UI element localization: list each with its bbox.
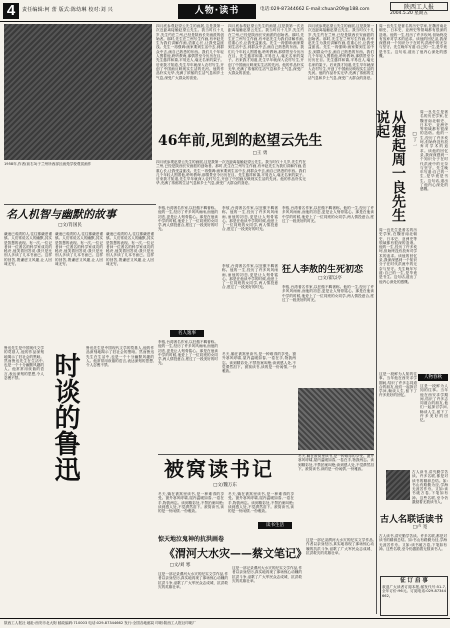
couplet-body-b: 古人读书,讲究勤学苦读。许多名联,都是对读书的精辟总结。如:书山有路勤为径,学海无涯苦作舟。又如:读书破万卷,下笔如有神。这些名联,至今仍激励着无数读书人。 <box>379 534 447 551</box>
couplet-article-title: 古人名联话读书 <box>380 515 444 525</box>
flood-article-author: □文/刘 寒 <box>169 563 191 568</box>
newspaper-logo: 陕西工人报 <box>390 2 448 11</box>
flood-article-title: 《渭河大水灾——蔡文笔记》 <box>164 547 307 560</box>
center-body-d: 李敖,台湾著名作家,以狂傲不羁著称。他的一生,经历了许多风风雨雨,而他的初恋,更是让人刻骨铭心。那是在他读中学的时候,他爱上了一位同班的女同学,两人情投意合,度过了一段美好的时光。 <box>282 285 374 302</box>
right-article-body-c: 周一良先生是著名的历史学家,在魏晋南北朝史、日本史、亚洲史等领域都有很深的造诣。他的一生,经历了许多坎坷,但始终没有放弃对学术的追求。读他的回忆录,我深深感到一个知识分子在时代洪流中的无奈与坚守。先生晚年写道:自己的一生,是毕竟是书生。这句话,道出了他内心深处的感慨。 <box>379 228 417 284</box>
left-article-body-b: 谦逊已成绩的人,往往都谦虚谨慎。人们常说名人的幽默,其实是智慧的表现。有一次,一位记者问一位著名的科学家成功的秘诀,他笑着回答说:我只是比别人多读了几本书而已。这样的回答,既谦虚又风趣,让人回味无穷。 <box>55 232 103 267</box>
article-photo-painters <box>4 24 152 160</box>
center-article-author: □文/翟以亭 <box>318 276 342 281</box>
article-photo-readers <box>298 388 374 450</box>
editor-credits: 责任编辑:柯 蕾 版式:陈幼琳 校对:刘 兴 <box>22 7 113 13</box>
flood-kicker: 惊天地泣鬼神的抗洪画卷 <box>158 536 225 543</box>
header-rule <box>0 21 450 22</box>
lu-xun-title: 时谈的鲁迅 <box>50 352 80 482</box>
right-middle-body-b: 这是一段鲜为人知的往事。当年他在西安求学期间,结识了许多志同道合的朋友,他们一起探讨学问,畅谈人生,留下了许多美好的回忆。 <box>420 384 448 423</box>
flood-body-c: 这是一部记录渭河大水灾的纪实文学作品,作者以亲身经历,真实地再现了那场惊心动魄的抗洪斗争,讴歌了广大军民众志成城、抗洪救灾的英雄壮举。 <box>306 538 374 555</box>
notice-title: 征 订 启 事 <box>400 578 428 584</box>
right-article-body-a: 周一良先生是著名的历史学家,在魏晋南北朝史、日本史、亚洲史等领域都有很深的造诣。他的一生,经历了许多坎坷,但始终没有放弃对学术的追求。读他的回忆录,我深深感到一个知识分子在时代洪流中的无奈与坚守。先生晚年写道:自己的一生,是毕竟是书生。这句话,道出了他内心深处的感慨。 <box>379 24 447 59</box>
flood-body-a: 这是一部记录渭河大水灾的纪实文学作品,作者以亲身经历,真实地再现了那场惊心动魄的抗洪斗争,讴歌了广大军民众志成城、抗洪救灾的英雄壮举。 <box>158 572 228 589</box>
left-article-body-a: 谦逊已成绩的人,往往都谦虚谨慎。人们常说名人的幽默,其实是智慧的表现。有一次,一位记者问一位著名的科学家成功的秘诀,他笑着回答说:我只是比别人多读了几本书而已。这样的回答,既谦虚又风趣,让人回味无穷。 <box>4 232 52 267</box>
subscription-notice <box>380 576 448 616</box>
flood-body-b: 这是一部记录渭河大水灾的纪实文学作品,作者以亲身经历,真实地再现了那场惊心动魄的抗洪斗争,讴歌了广大军民众志成城、抗洪救灾的英雄壮举。 <box>232 566 302 583</box>
top-article-body-b: 四月底参观赵望云先生的画展,这是我第一次近距离接触赵望云先生。我当时仅十几岁,先生约在兰州,已经是陕西长安画派的创始者。那时,先生在兰州写生作画,有幸赵先生为我们讲解作画,语重心长,让我受益匪浅。先生一再强调:画家要到生活中去,到群众中去,画自己熟悉的东西。我们几个年轻人围着他,聆听教诲,那情景至今历历在目。先生慈祥和蔼,平易近人,毫无名家的架子。后来我才知道,先生早年就深入农村写生,开创了中国画反映现实生活的先河。他的作品朴实无华,充满了浓郁的生活气息和乡土气息,深受广大群众的喜爱。 <box>228 24 304 76</box>
quilt-body-a: 冬天,躺在被窝里读书,是一种难得的享受。窗外寒风呼啸,屋内温暖如春,一卷在手,物我两忘。读到精彩处,不禁拍案叫绝;读到感人处,不觉潸然泪下。被窝读书,读的是一份闲情,一份雅致。 <box>222 352 296 374</box>
quilt-article-title: 被窝读书记 <box>164 457 274 481</box>
center-body-e: 李敖,台湾著名作家,以狂傲不羁著称。他的一生,经历了许多风风雨雨,而他的初恋,更是让人刻骨铭心。那是在他读中学的时候,他爱上了一位同班的女同学,两人情投意合,度过了一段美好的时光。 <box>158 340 218 366</box>
quilt-body-c: 冬天,躺在被窝里读书,是一种难得的享受。窗外寒风呼啸,屋内温暖如春,一卷在手,物我两忘。读到精彩处,不禁拍案叫绝;读到感人处,不觉潸然泪下。被窝读书,读的是一份闲情,一份雅致。 <box>228 492 294 514</box>
left-article-title: 名人机智与幽默的故事 <box>6 208 116 221</box>
right-article-author: □丁 一 <box>412 132 417 148</box>
issue-date: 2004.5.20 星期五 <box>390 11 428 16</box>
page-number: 4 <box>3 3 19 19</box>
right-article-title: 从想起周一良先生说起 <box>374 110 406 222</box>
couplet-article-author: □卢 宽 <box>412 525 428 530</box>
section-rule <box>4 204 156 205</box>
section-title: 人物·读书 <box>178 4 256 19</box>
center-body-b: 李敖,台湾著名作家,以狂傲不羁著称。他的一生,经历了许多风风雨雨,而他的初恋,更是让人刻骨铭心。那是在他读中学的时候,他爱上了一位同班的女同学,两人情投意合,度过了一段美好的时光。 <box>222 206 278 232</box>
contact-info: 电话:029-87344662 E-mail:chuan209@188.com <box>260 7 370 12</box>
center-body-f: 李敖,台湾著名作家,以狂傲不羁著称。他的一生,经历了许多风风雨雨,而他的初恋,更是让人刻骨铭心。那是在他读中学的时候,他爱上了一位同班的女同学,两人情投意合,度过了一段美好的时光。 <box>222 264 278 290</box>
right-article-body-b: 周一良先生是著名的历史学家,在魏晋南北朝史、日本史、亚洲史等领域都有很深的造诣。他的一生,经历了许多坎坷,但始终没有放弃对学术的追求。读他的回忆录,我深深感到一个知识分子在时代洪流中的无奈与坚守。先生晚年写道:自己的一生,是毕竟是书生。这句话,道出了他内心深处的感慨。 <box>420 110 448 192</box>
tag-celebrity: 名人逸事 <box>170 330 204 337</box>
top-article-body-a: 四月底参观赵望云先生的画展,这是我第一次近距离接触赵望云先生。我当时仅十几岁,先生约在兰州,已经是陕西长安画派的创始者。那时,先生在兰州写生作画,有幸赵先生为我们讲解作画,语重心长,让我受益匪浅。先生一再强调:画家要到生活中去,到群众中去,画自己熟悉的东西。我们几个年轻人围着他,聆听教诲,那情景至今历历在目。先生慈祥和蔼,平易近人,毫无名家的架子。后来我才知道,先生早年就深入农村写生,开创了中国画反映现实生活的先河。他的作品朴实无华,充满了浓郁的生活气息和乡土气息,深受广大群众的喜爱。 <box>156 24 224 80</box>
couplet-body-a: 古人读书,讲究勤学苦读。许多名联,都是对读书的精辟总结。如:书山有路勤为径,学海无涯苦作舟。又如:读书破万卷,下笔如有神。这些名联,至今仍激励着无数读书人。 <box>412 470 448 505</box>
lu-xun-body-b: 鲁迅先生是中国现代文学的奠基人,他的作品深刻地揭示了旧社会的黑暗。然而鲁迅先生在生活中,也是一个十分幽默风趣的人。他常常用诙谐的语言,表达深刻的思想,令人忍俊不禁。 <box>86 346 154 368</box>
quilt-body-b: 冬天,躺在被窝里读书,是一种难得的享受。窗外寒风呼啸,屋内温暖如春,一卷在手,物我两忘。读到精彩处,不禁拍案叫绝;读到感人处,不觉潸然泪下。被窝读书,读的是一份闲情,一份雅致。 <box>158 492 224 514</box>
top-article-body-c: 四月底参观赵望云先生的画展,这是我第一次近距离接触赵望云先生。我当时仅十几岁,先生约在兰州,已经是陕西长安画派的创始者。那时,先生在兰州写生作画,有幸赵先生为我们讲解作画,语重心长,让我受益匪浅。先生一再强调:画家要到生活中去,到群众中去,画自己熟悉的东西。我们几个年轻人围着他,聆听教诲,那情景至今历历在目。先生慈祥和蔼,平易近人,毫无名家的架子。后来我才知道,先生早年就深入农村写生,开创了中国画反映现实生活的先河。他的作品朴实无华,充满了浓郁的生活气息和乡土气息,深受广大群众的喜爱。 <box>308 24 374 80</box>
top-article-title: 46年前,见到的赵望云先生 <box>158 133 323 149</box>
left-article-author: □文/肖国民 <box>58 223 82 228</box>
top-article-body-d: 四月底参观赵望云先生的画展,这是我第一次近距离接触赵望云先生。我当时仅十几岁,先生约在兰州,已经是陕西长安画派的创始者。那时,先生在兰州写生作画,有幸赵先生为我们讲解作画,语重心长,让我受益匪浅。先生一再强调:画家要到生活中去,到群众中去,画自己熟悉的东西。我们几个年轻人围着他,聆听教诲,那情景至今历历在目。先生慈祥和蔼,平易近人,毫无名家的架子。后来我才知道,先生早年就深入农村写生,开创了中国画反映现实生活的先河。他的作品朴实无华,充满了浓郁的生活气息和乡土气息,深受广大群众的喜爱。 <box>156 160 306 186</box>
center-article-title: 狂人李敖的生死初恋 <box>282 265 364 275</box>
center-body-a: 李敖,台湾著名作家,以狂傲不羁著称。他的一生,经历了许多风风雨雨,而他的初恋,更是让人刻骨铭心。那是在他读中学的时候,他爱上了一位同班的女同学,两人情投意合,度过了一段美好的时光。 <box>158 206 218 232</box>
calligraphy-image <box>386 470 410 500</box>
tag-reading-life: 读书生活 <box>258 522 292 529</box>
center-body-c: 李敖,台湾著名作家,以狂傲不羁著称。他的一生,经历了许多风风雨雨,而他的初恋,更是让人刻骨铭心。那是在他读中学的时候,他爱上了一位同班的女同学,两人情投意合,度过了一段美好的时光。 <box>282 206 374 223</box>
quilt-body-d: 冬天,躺在被窝里读书,是一种难得的享受。窗外寒风呼啸,屋内温暖如春,一卷在手,物我两忘。读到精彩处,不禁拍案叫绝;读到感人处,不觉潸然泪下。被窝读书,读的是一份闲情,一份雅致。 <box>298 454 374 471</box>
lu-xun-body-a: 鲁迅先生是中国现代文学的奠基人,他的作品深刻地揭示了旧社会的黑暗。然而鲁迅先生在生活中,也是一个十分幽默风趣的人。他常常用诙谐的语言,表达深刻的思想,令人忍俊不禁。 <box>4 346 44 381</box>
quilt-article-author: □文/魏万东 <box>213 483 237 488</box>
left-article-body-c: 谦逊已成绩的人,往往都谦虚谨慎。人们常说名人的幽默,其实是智慧的表现。有一次,一位记者问一位著名的科学家成功的秘诀,他笑着回答说:我只是比别人多读了几本书而已。这样的回答,既谦虚又风趣,让人回味无穷。 <box>106 232 154 267</box>
tag-people-history: 人物春秋 <box>418 374 448 381</box>
top-article-author: □王 勇 <box>252 151 268 156</box>
notice-body: 欢迎广大读者订阅本报,邮发代号:51-7,全年订价:96元。订阅电话:029-87344662。 <box>382 585 446 598</box>
page-footer: 陕西工人报社 地址:西安市北大街 邮政编码:710003 电话:029-87344662 发行:全国各地邮局 印刷:陕西工人报社印刷厂 <box>0 618 450 628</box>
right-middle-body: 这是一段鲜为人知的往事。当年他在西安求学期间,结识了许多志同道合的朋友,他们一起探讨学问,畅谈人生,留下了许多美好的回忆。 <box>379 372 417 398</box>
photo-caption: 1958年,作者(前右3)于兰州所西部区画苑学校观赏画作 <box>4 162 92 166</box>
